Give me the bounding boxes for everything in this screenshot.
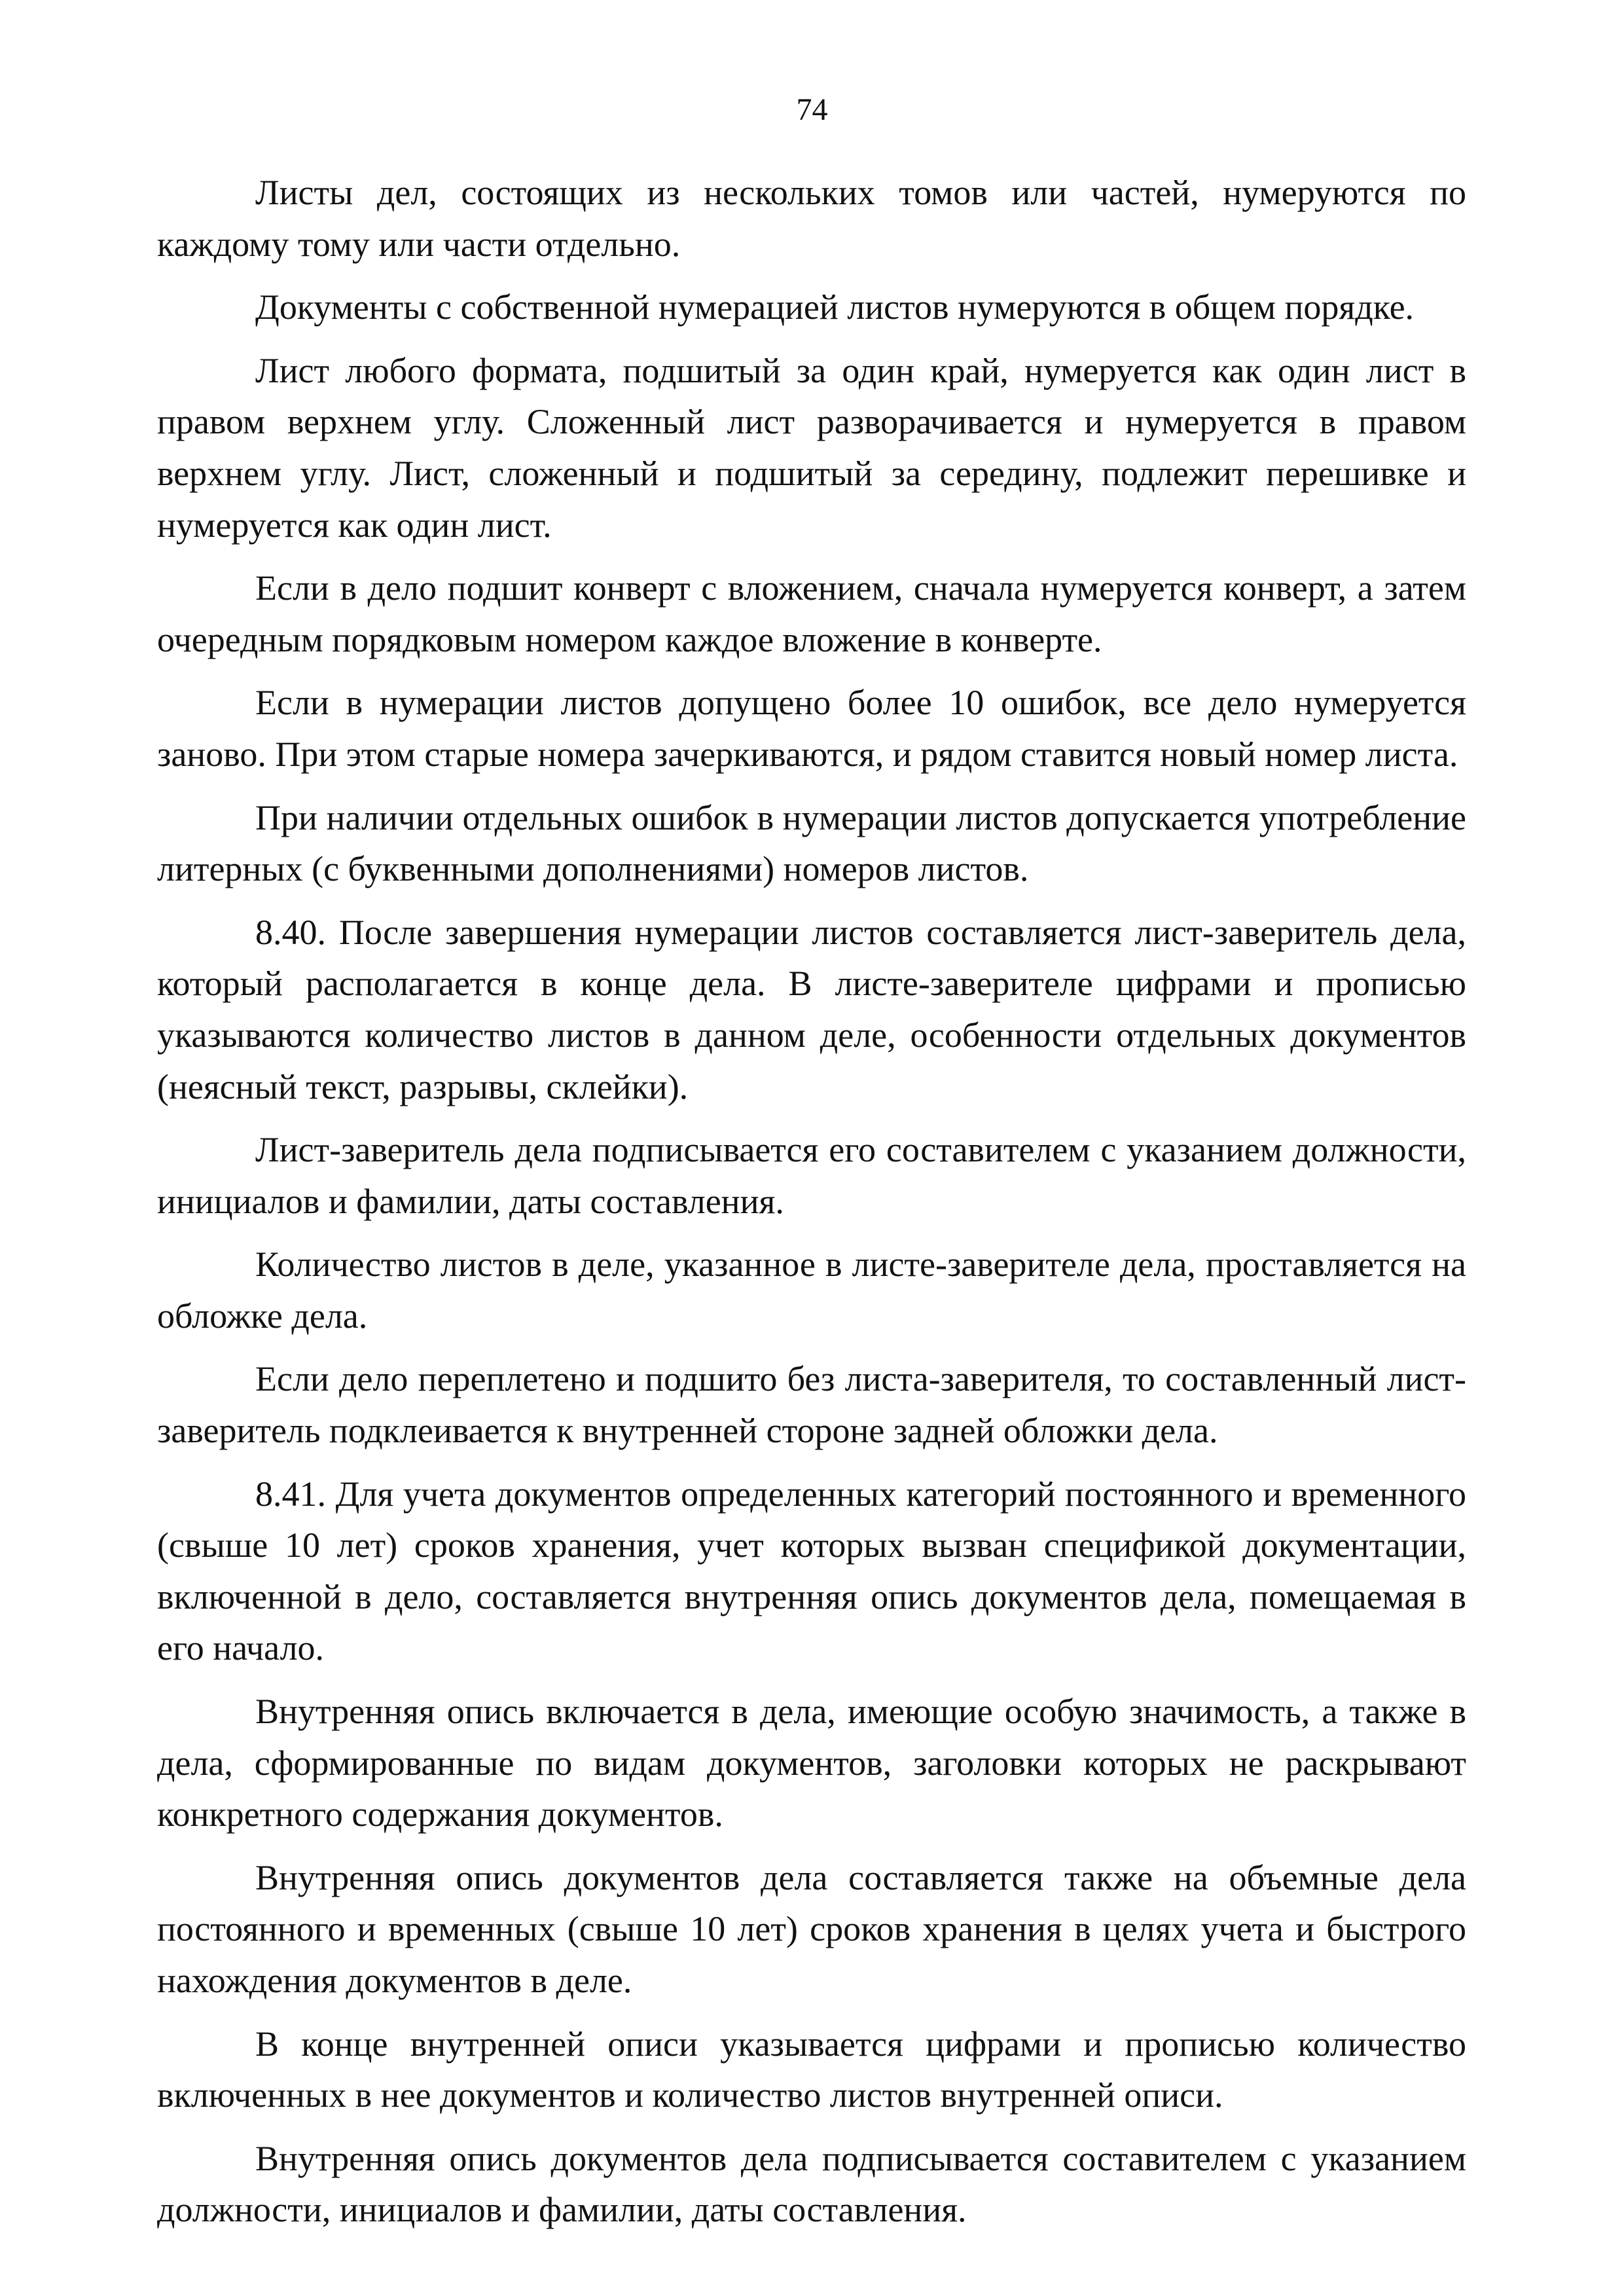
paragraph: Лист любого формата, подшитый за один край, нумеруется как один лист в правом верхнем углу. Сложенный лист разворачивается и нумеруется в правом верхнем углу. Лист, сложенный и подшитый за середину, подлежит перешивке и нумеруется как один лист. [157, 350, 1466, 545]
paragraph: Количество листов в деле, указанное в листе-заверителе дела, проставляется на обложке дела. [157, 1245, 1466, 1336]
paragraph: Лист-заверитель дела подписывается его составителем с указанием должности, инициалов и фамилии, даты составления. [157, 1130, 1466, 1221]
paragraph: Листы дел, состоящих из нескольких томов или частей, нумеруются по каждому тому или части отдельно. [157, 173, 1466, 264]
paragraph: Документы с собственной нумерацией листов нумеруются в общем порядке. [255, 287, 1415, 327]
paragraph: Если в нумерации листов допущено более 10 ошибок, все дело нумеруется заново. При этом старые номера зачеркиваются, и рядом ставится новый номер листа. [157, 683, 1466, 774]
page-number: 74 [796, 92, 828, 127]
paragraph-section-8-41: 8.41. Для учета документов определенных категорий постоянного и временного (свыше 10 лет) сроков хранения, учет которых вызван спецификой документации, включенной в дело, составляется внутренняя опись документов дела, помещаемая в его начало. [157, 1474, 1466, 1668]
paragraph: В конце внутренней описи указывается цифрами и прописью количество включенных в нее документов и количество листов внутренней описи. [157, 2024, 1466, 2115]
paragraph: Внутренняя опись документов дела составляется также на объемные дела постоянного и временных (свыше 10 лет) сроков хранения в целях учета и быстрого нахождения документов в деле. [157, 1857, 1466, 2000]
paragraph: При наличии отдельных ошибок в нумерации листов допускается употребление литерных (с буквенными дополнениями) номеров листов. [157, 797, 1466, 889]
document-body [157, 167, 1466, 2248]
paragraph: Внутренняя опись включается в дела, имеющие особую значимость, а также в дела, сформированные по видам документов, заголовки которых не раскрывают конкретного содержания документов. [157, 1692, 1466, 1834]
paragraph: Если в дело подшит конверт с вложением, сначала нумеруется конверт, а затем очередным порядковым номером каждое вложение в конверте. [157, 568, 1466, 659]
paragraph: Если дело переплетено и подшито без листа-заверителя, то составленный лист-заверитель подклеивается к внутренней стороне задней обложки дела. [157, 1359, 1466, 1451]
paragraph-section-8-40: 8.40. После завершения нумерации листов составляется лист-заверитель дела, который располагается в конце дела. В листе-заверителе цифрами и прописью указываются количество листов в данном деле, особенности отдельных документов (неясный текст, разрывы, склейки). [157, 912, 1466, 1106]
paragraph: Внутренняя опись документов дела подписывается составителем с указанием должности, инициалов и фамилии, даты составления. [157, 2138, 1466, 2230]
